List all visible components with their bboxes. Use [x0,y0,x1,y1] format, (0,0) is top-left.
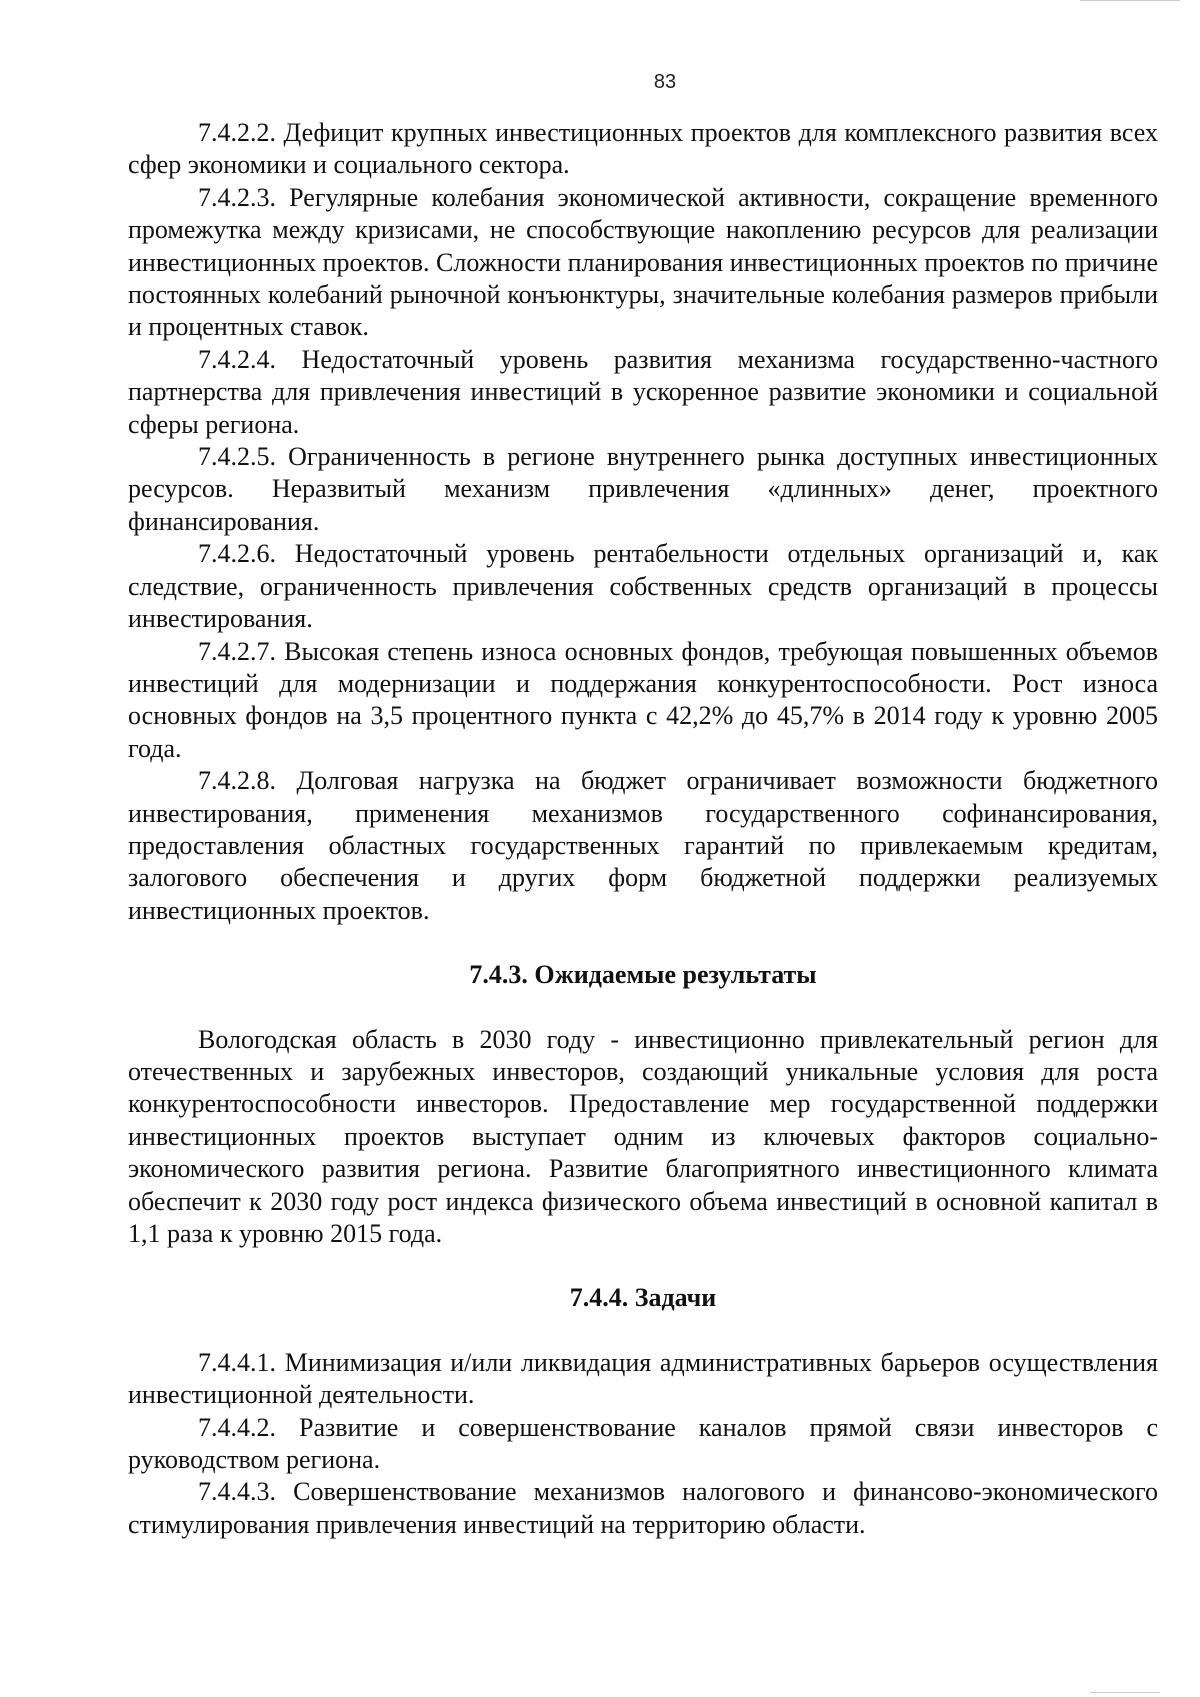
scan-edge-mark [1080,0,1180,7]
paragraph-7-4-2-7: 7.4.2.7. Высокая степень износа основных фондов, требующая повышенных объемов инвестиций для модернизации и поддержания конкурентоспособности. Рост износа основных фондов на 3,5 процентного пункта с 42,2% до 45,7% в 2014 году к уровню 2005 года. [128,636,1158,763]
paragraph-7-4-2-3: 7.4.2.3. Регулярные колебания экономической активности, сокращение временного промежутка между кризисами, не способствующие накоплению ресурсов для реализации инвестиционных проектов. Сложности планирования инвестиционных проектов по причине постоянных колебаний рыночной конъюнктуры, значительные колебания размеров прибыли и процентных ставок. [128,182,1158,342]
page-number: 83 [653,71,677,93]
task-item-7-4-4-3: 7.4.4.3. Совершенствование механизмов налогового и финансово-экономического стимулирования привлечения инвестиций на территорию области. [128,1477,1158,1539]
document-body [128,117,1158,1541]
paragraph-7-4-2-6: 7.4.2.6. Недостаточный уровень рентабельности отдельных организаций и, как следствие, ограниченность привлечения собственных средств организаций в процессы инвестирования. [128,539,1158,634]
task-item-7-4-4-2: 7.4.4.2. Развитие и совершенствование каналов прямой связи инвесторов с руководством региона. [128,1412,1158,1475]
paragraph-7-4-2-5: 7.4.2.5. Ограниченность в регионе внутреннего рынка доступных инвестиционных ресурсов. Неразвитый механизм привлечения «длинных» денег, проектного финансирования. [128,442,1158,536]
paragraph-7-4-2-2: 7.4.2.2. Дефицит крупных инвестиционных проектов для комплексного развития всех сфер экономики и социального сектора. [128,118,1158,180]
paragraph-7-4-2-4: 7.4.2.4. Недостаточный уровень развития механизма государственно-частного партнерства для привлечения инвестиций в ускоренное развитие экономики и социальной сферы региона. [128,344,1158,439]
scan-edge-mark-bottom [1090,1686,1160,1693]
paragraph-expected-results: Вологодская область в 2030 году - инвестиционно привлекательный регион для отечественных и зарубежных инвесторов, создающий уникальные условия для роста конкурентоспособности инвесторов. Предоставление мер государственной поддержки инвестиционных проектов выступает одним из ключевых факторов социально-экономического развития региона. Развитие благоприятного инвестиционного климата обеспечит к 2030 году рост индекса физического объема инвестиций в основной капитал в 1,1 раза к уровню 2015 года. [128,1024,1158,1248]
paragraph-7-4-2-8: 7.4.2.8. Долговая нагрузка на бюджет ограничивает возможности бюджетного инвестирования, применения механизмов государственного софинансирования, предоставления областных государственных гарантий по привлекаемым кредитам, залогового обеспечения и других форм бюджетной поддержки реализуемых инвестиционных проектов. [128,766,1158,925]
section-heading-expected-results: 7.4.3. Ожидаемые результаты [469,960,817,990]
task-item-7-4-4-1: 7.4.4.1. Минимизация и/или ликвидация административных барьеров осуществления инвестиционной деятельности. [128,1347,1158,1410]
section-heading-tasks: 7.4.4. Задачи [569,1283,717,1313]
